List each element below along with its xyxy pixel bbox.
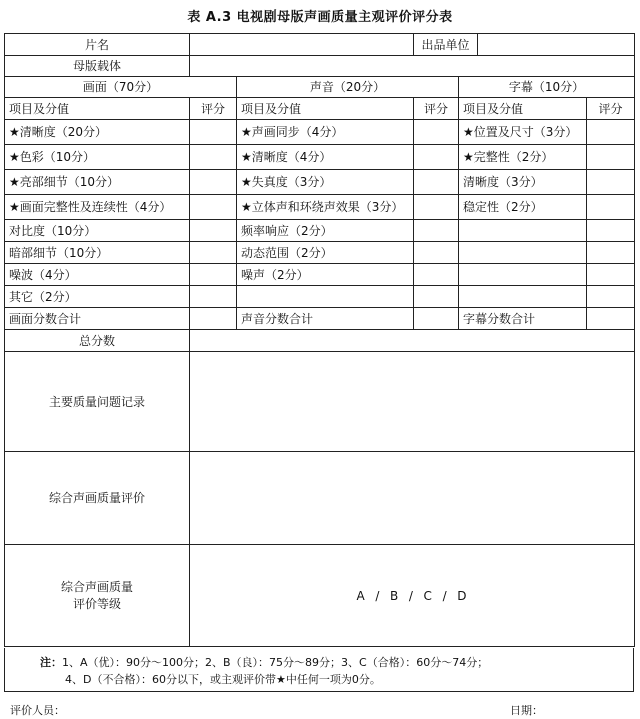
picture-score-cell[interactable] <box>190 264 237 286</box>
sound-total-cell[interactable] <box>414 308 459 330</box>
subtitle-score-cell[interactable] <box>587 195 635 220</box>
picture-item: ★色彩（10分） <box>5 145 190 170</box>
carrier-label: 母版载体 <box>5 56 190 77</box>
subtitle-score-cell[interactable] <box>587 170 635 195</box>
sound-score-cell[interactable] <box>414 220 459 242</box>
notes-line2: 4、D（不合格）：60分以下，或主观评价带★中任何一项为0分。 <box>65 673 381 686</box>
picture-item: 噪波（4分） <box>5 264 190 286</box>
table-row <box>5 242 635 264</box>
picture-score-cell[interactable] <box>190 242 237 264</box>
picture-total-cell[interactable] <box>190 308 237 330</box>
subtitle-section-header: 字幕（10分） <box>459 77 635 98</box>
grade-label-line2: 评价等级 <box>72 596 121 611</box>
table-row <box>5 120 635 145</box>
sound-score-header: 评分 <box>414 98 459 120</box>
film-name-field[interactable] <box>190 34 414 56</box>
subtitle-total-label: 字幕分数合计 <box>459 308 587 330</box>
sound-item <box>237 286 414 308</box>
picture-item: ★清晰度（20分） <box>5 120 190 145</box>
picture-item: 对比度（10分） <box>5 220 190 242</box>
sound-section-header: 声音（20分） <box>237 77 459 98</box>
picture-item: ★画面完整性及连续性（4分） <box>5 195 190 220</box>
picture-item: 其它（2分） <box>5 286 190 308</box>
sound-score-cell[interactable] <box>414 145 459 170</box>
picture-score-header: 评分 <box>190 98 237 120</box>
table-row <box>5 195 635 220</box>
notes-line1: 1、A（优）：90分～100分；2、B（良）：75分～89分；3、C（合格）：60分～74分； <box>62 656 489 669</box>
producer-field[interactable] <box>478 34 635 56</box>
table-row <box>5 170 635 195</box>
picture-score-cell[interactable] <box>190 220 237 242</box>
evaluator-label: 评价人员： <box>10 704 65 717</box>
overall-evaluation-label: 综合声画质量评价 <box>5 452 190 545</box>
table-title: 表 A.3 电视剧母版声画质量主观评价评分表 <box>187 10 453 25</box>
sound-total-label: 声音分数合计 <box>237 308 414 330</box>
evaluation-table <box>4 33 635 647</box>
picture-score-cell[interactable] <box>190 286 237 308</box>
sound-item: ★声画同步（4分） <box>237 120 414 145</box>
subtitle-score-cell[interactable] <box>587 264 635 286</box>
subtitle-item: ★位置及尺寸（3分） <box>459 120 587 145</box>
overall-evaluation-field[interactable] <box>190 452 635 545</box>
subtitle-score-cell[interactable] <box>587 242 635 264</box>
sound-score-cell[interactable] <box>414 120 459 145</box>
subtitle-score-cell[interactable] <box>587 286 635 308</box>
sound-score-cell[interactable] <box>414 195 459 220</box>
date-label: 日期： <box>510 704 543 717</box>
subtitle-item <box>459 286 587 308</box>
overall-total-cell[interactable] <box>190 330 635 352</box>
sound-score-cell[interactable] <box>414 264 459 286</box>
subtitle-score-cell[interactable] <box>587 220 635 242</box>
film-name-label: 片名 <box>5 34 190 56</box>
picture-total-label: 画面分数合计 <box>5 308 190 330</box>
picture-item-header: 项目及分值 <box>5 98 190 120</box>
picture-score-cell[interactable] <box>190 120 237 145</box>
sound-score-cell[interactable] <box>414 286 459 308</box>
sound-item: 动态范围（2分） <box>237 242 414 264</box>
sound-item: 噪声（2分） <box>237 264 414 286</box>
quality-issues-label: 主要质量问题记录 <box>5 352 190 452</box>
subtitle-item <box>459 220 587 242</box>
table-row <box>5 286 635 308</box>
overall-total-label: 总分数 <box>5 330 190 352</box>
subtitle-item <box>459 242 587 264</box>
picture-score-cell[interactable] <box>190 195 237 220</box>
sound-score-cell[interactable] <box>414 170 459 195</box>
picture-item: 暗部细节（10分） <box>5 242 190 264</box>
picture-section-header: 画面（70分） <box>5 77 237 98</box>
subtitle-item-header: 项目及分值 <box>459 98 587 120</box>
subtitle-score-cell[interactable] <box>587 145 635 170</box>
picture-score-cell[interactable] <box>190 170 237 195</box>
sound-item: 频率响应（2分） <box>237 220 414 242</box>
subtitle-score-header: 评分 <box>587 98 635 120</box>
table-row <box>5 220 635 242</box>
table-row <box>5 145 635 170</box>
table-row <box>5 264 635 286</box>
subtitle-item: 稳定性（2分） <box>459 195 587 220</box>
sound-item-header: 项目及分值 <box>237 98 414 120</box>
notes-prefix: 注： <box>40 656 62 669</box>
sound-item: ★清晰度（4分） <box>237 145 414 170</box>
picture-score-cell[interactable] <box>190 145 237 170</box>
notes-frame <box>4 648 634 692</box>
quality-issues-field[interactable] <box>190 352 635 452</box>
grade-label-line1: 综合声画质量 <box>60 579 133 594</box>
sound-score-cell[interactable] <box>414 242 459 264</box>
subtitle-score-cell[interactable] <box>587 120 635 145</box>
carrier-field[interactable] <box>190 56 635 77</box>
subtitle-total-cell[interactable] <box>587 308 635 330</box>
grade-label <box>5 545 190 647</box>
grade-options[interactable]: A / B / C / D <box>190 545 635 647</box>
sound-item: ★立体声和环绕声效果（3分） <box>237 195 414 220</box>
subtitle-item: ★完整性（2分） <box>459 145 587 170</box>
producer-label: 出品单位 <box>414 34 478 56</box>
picture-item: ★亮部细节（10分） <box>5 170 190 195</box>
subtitle-item: 清晰度（3分） <box>459 170 587 195</box>
sound-item: ★失真度（3分） <box>237 170 414 195</box>
subtitle-item <box>459 264 587 286</box>
